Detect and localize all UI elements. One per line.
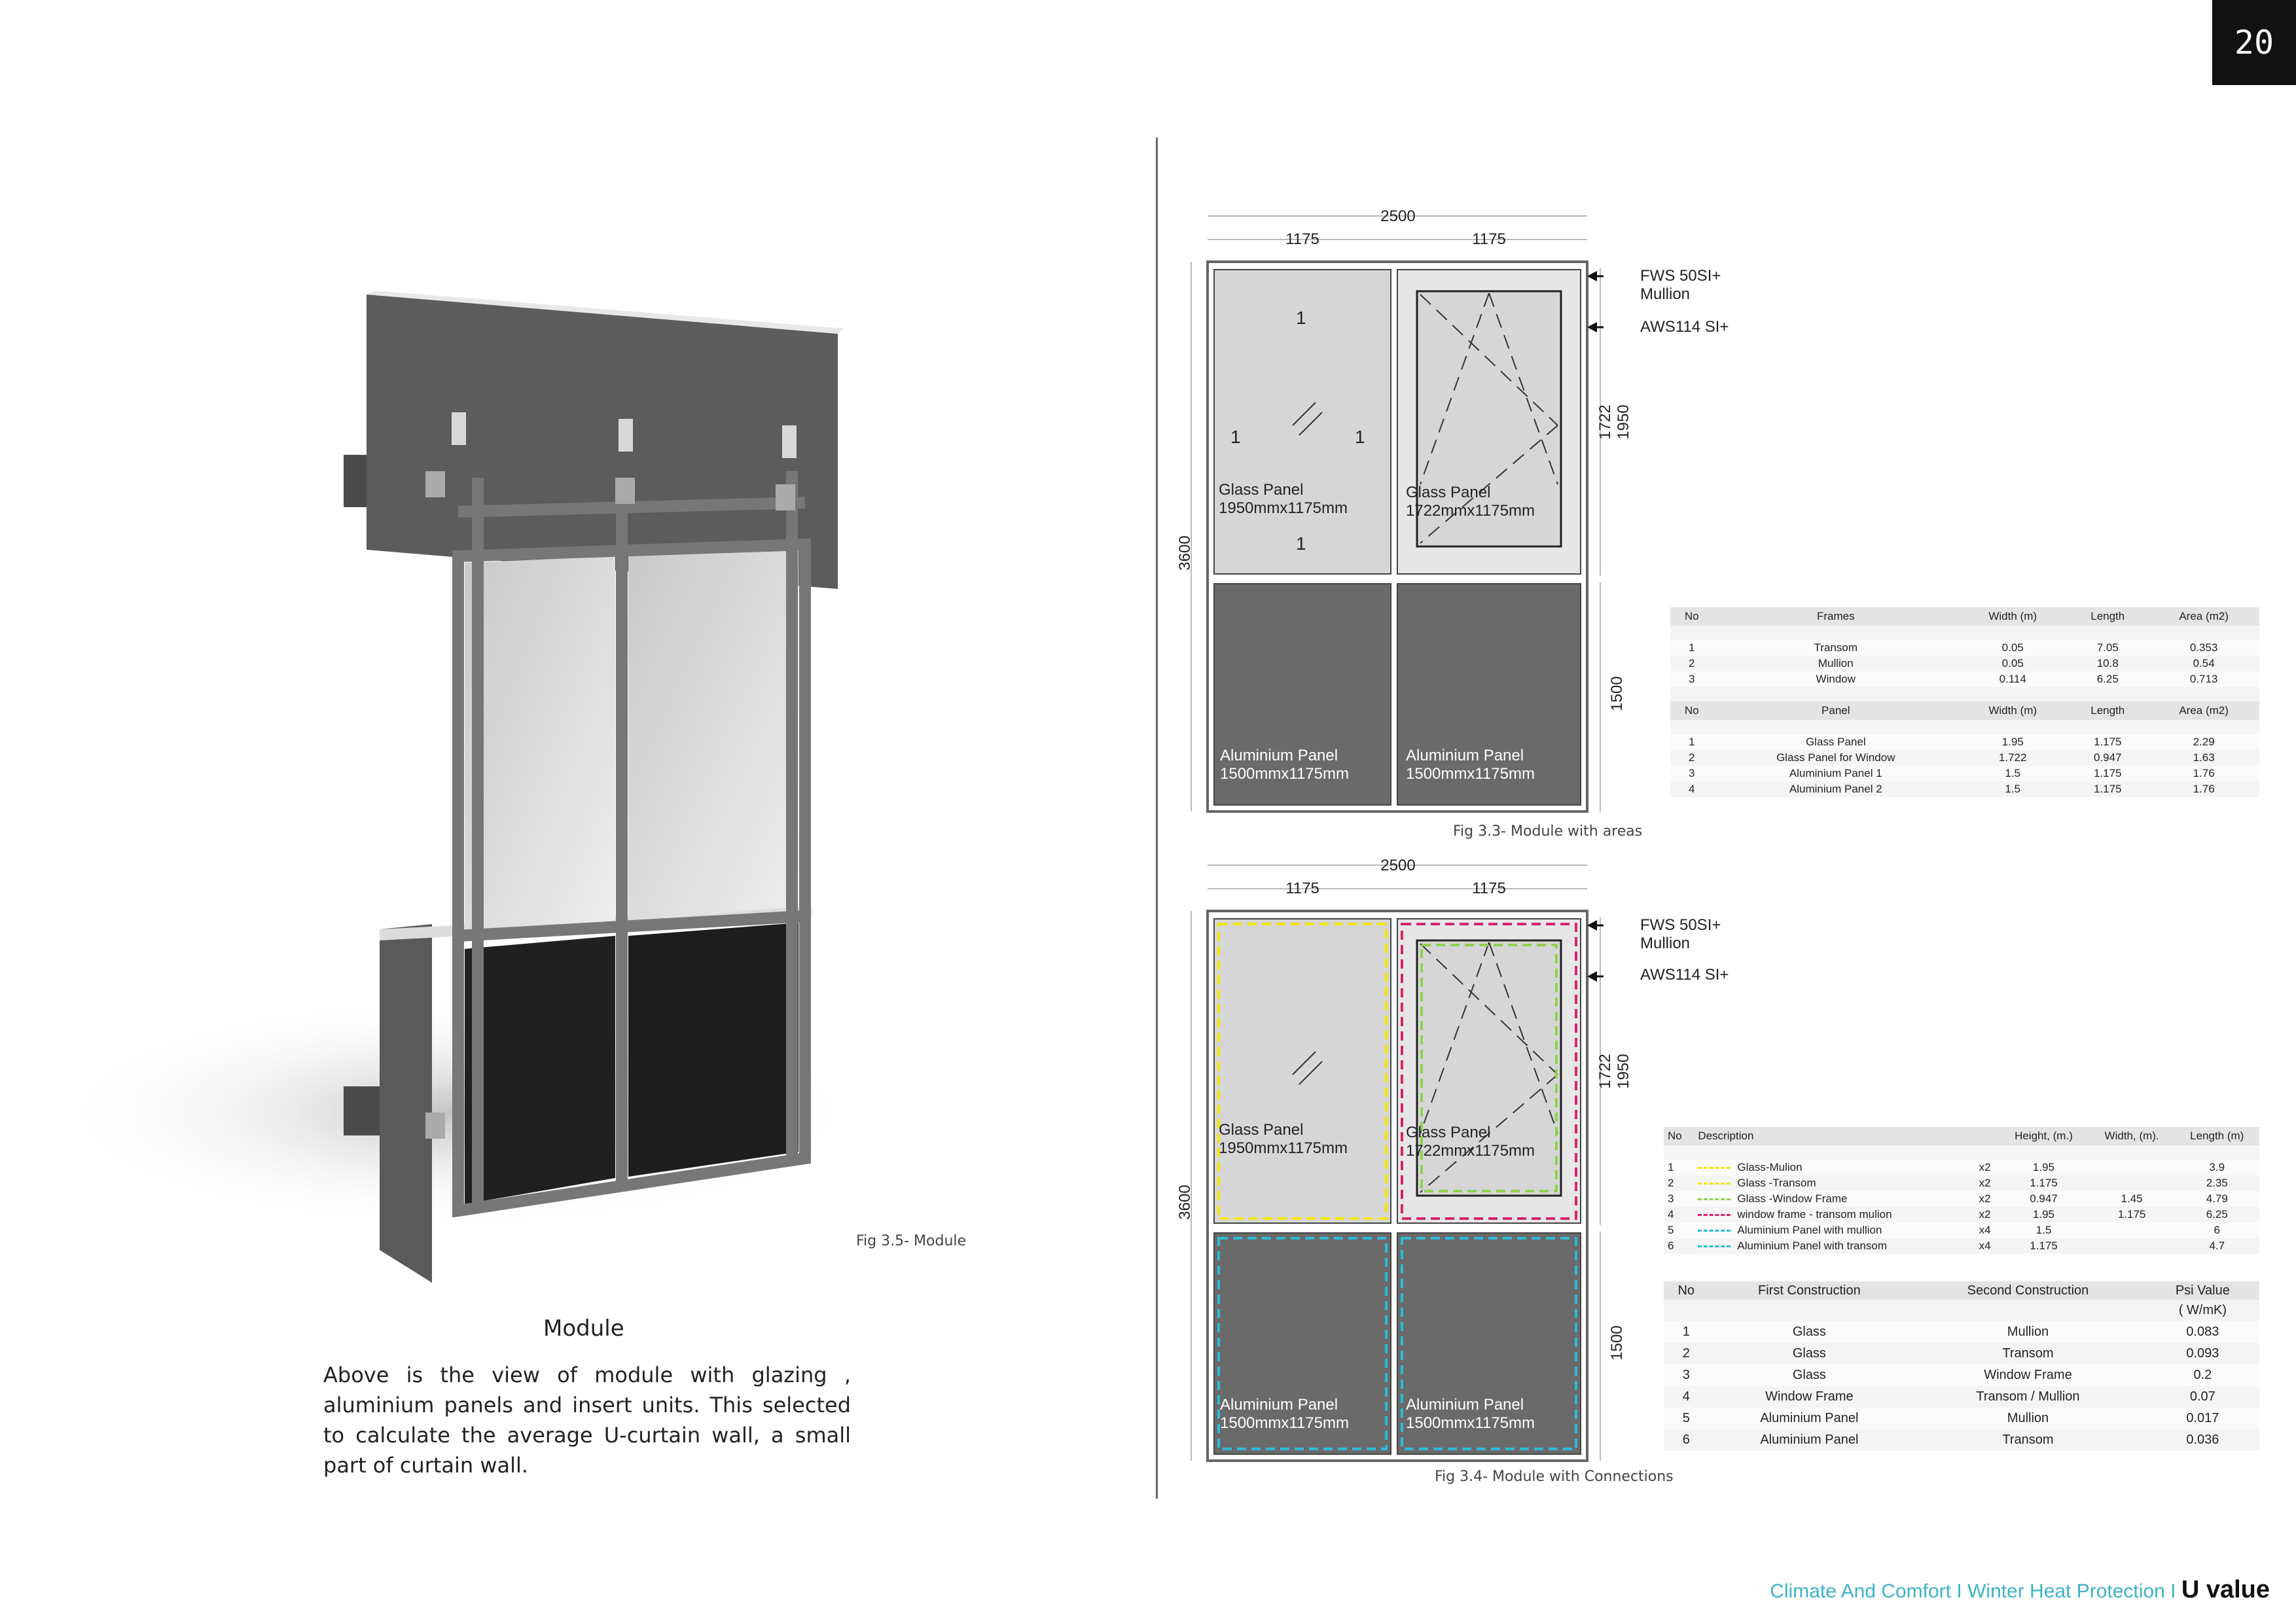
cell: x2: [1971, 1160, 1998, 1175]
mark-1-top: 1: [1296, 308, 1306, 328]
label-mullion: Mullion: [1640, 935, 1691, 952]
dim-right: 1175: [1472, 230, 1506, 248]
cell: Aluminium Panel 2: [1713, 781, 1958, 797]
cell: 0.114: [1958, 671, 2067, 687]
module-description: Above is the view of module with glazing , aluminium panels and insert units. This selected to calculate the average U-curtain wall, a small part of curtain wall.: [323, 1363, 851, 1478]
cell: 1.95: [1998, 1207, 2089, 1222]
footer-part1: Climate And Comfort: [1770, 1580, 1951, 1602]
dim-left: 1175: [1285, 880, 1319, 897]
glass-right-label: Glass Panel: [1406, 1124, 1491, 1141]
glass-left-label: Glass Panel: [1219, 481, 1304, 499]
th-first-construction: First Construction: [1709, 1281, 1910, 1300]
figure-caption-areas: Fig 3.3- Module with areas: [1453, 823, 1643, 840]
th-second-construction: Second Construction: [1910, 1281, 2145, 1300]
cell: Mullion: [1910, 1321, 2145, 1343]
th-area: Area (m2): [2148, 607, 2259, 626]
footer-sep2: I: [2164, 1580, 2181, 1602]
cell: 0.713: [2148, 671, 2259, 687]
module-areas-drawing: [1165, 196, 1649, 857]
alu-left-size: 1500mmx1175mm: [1220, 765, 1349, 783]
cell: 6: [1664, 1238, 1694, 1254]
th-no: No: [1664, 1127, 1694, 1145]
dim-right: 1175: [1472, 880, 1506, 897]
lengths-body: [1664, 1145, 2259, 1254]
cell: Window Frame: [1709, 1386, 1910, 1408]
cell: [1694, 1191, 1971, 1207]
module-title: Module: [543, 1315, 624, 1342]
alu-right-size: 1500mmx1175mm: [1406, 1414, 1535, 1432]
glass-left-label: Glass Panel: [1219, 1121, 1304, 1139]
cell: 1.175: [2067, 734, 2148, 750]
cell: 1.175: [1998, 1175, 2089, 1191]
cell: 4: [1670, 781, 1713, 797]
table-row: [1670, 766, 2259, 781]
figure-caption-connections: Fig 3.4- Module with Connections: [1435, 1469, 1674, 1485]
th-height: Height, (m.): [1998, 1127, 2089, 1145]
alu-left-size: 1500mmx1175mm: [1220, 1414, 1349, 1432]
cell: 0.05: [1958, 656, 2067, 671]
cell: 0.05: [1958, 640, 2067, 656]
cell: Mullion: [1910, 1408, 2145, 1429]
th-width: Width, (m).: [2089, 1127, 2175, 1145]
legend-dash-swatch: [1698, 1167, 1731, 1169]
module-connections-drawing: [1165, 846, 1649, 1500]
cell: 1: [1670, 640, 1713, 656]
legend-dash-swatch: [1698, 1183, 1731, 1185]
cell: 1.45: [2089, 1191, 2175, 1207]
footer-sep1: I: [1951, 1580, 1968, 1602]
cell: 3.9: [2174, 1160, 2259, 1175]
cell: Transom: [1910, 1429, 2145, 1451]
cell: 10.8: [2067, 656, 2148, 671]
cell: 7.05: [2067, 640, 2148, 656]
cell: Transom: [1910, 1343, 2145, 1364]
cell: 1.175: [1998, 1238, 2089, 1254]
cell: x4: [1971, 1238, 1998, 1254]
cell: 1: [1670, 734, 1713, 750]
alu-left-label: Aluminium Panel: [1220, 747, 1338, 764]
psi-table: [1664, 1281, 2259, 1451]
glass-right-label: Glass Panel: [1406, 484, 1491, 501]
cell: [2089, 1222, 2175, 1238]
spacer-row: [1670, 626, 2259, 640]
cell: 1.76: [2148, 766, 2259, 781]
table-row: [1664, 1222, 2259, 1238]
cell: [1694, 1160, 1971, 1175]
th-width: Width (m): [1958, 702, 2067, 720]
table-row: [1670, 781, 2259, 797]
description-text: Glass-Mulion: [1737, 1161, 1803, 1173]
label-mullion: Mullion: [1640, 285, 1691, 303]
cell: Transom / Mullion: [1910, 1386, 2145, 1408]
cell: 0.017: [2146, 1408, 2259, 1429]
th-description: Description: [1694, 1127, 1971, 1145]
cell: 2: [1670, 750, 1713, 766]
cell: 3: [1670, 671, 1713, 687]
cell: Transom: [1713, 640, 1958, 656]
alu-right-label: Aluminium Panel: [1406, 747, 1524, 764]
table-row: [1670, 671, 2259, 687]
cell: 1: [1664, 1321, 1709, 1343]
cell: 4: [1664, 1386, 1709, 1408]
cell: 6.25: [2067, 671, 2148, 687]
lengths-table: [1664, 1127, 2259, 1254]
mark-1-left: 1: [1230, 427, 1241, 447]
table-row: [1664, 1191, 2259, 1207]
table-row: [1664, 1386, 2259, 1408]
legend-dash-swatch: [1698, 1230, 1731, 1232]
glass-left-size: 1950mmx1175mm: [1219, 1139, 1348, 1157]
cell: 6.25: [2174, 1207, 2259, 1222]
page-divider: [1156, 137, 1158, 1499]
cell: x2: [1971, 1175, 1998, 1191]
dim-1722: 1722: [1596, 1054, 1614, 1089]
th-count: [1971, 1127, 1998, 1145]
table-row: [1664, 1343, 2259, 1364]
table-row: [1664, 1408, 2259, 1429]
table-row: [1670, 640, 2259, 656]
label-aws-top: AWS114 SI+: [1640, 318, 1729, 336]
alu-right-size: 1500mmx1175mm: [1406, 765, 1535, 783]
dim-1500: 1500: [1608, 1325, 1626, 1361]
cell: [2089, 1160, 2175, 1175]
cell: 1.5: [1958, 781, 2067, 797]
cell: 1.95: [1998, 1160, 2089, 1175]
cell: 4: [1664, 1207, 1694, 1222]
table-row: [1664, 1238, 2259, 1254]
footer-part2: Winter Heat Protection: [1967, 1580, 2165, 1602]
subheader-row: [1670, 702, 2259, 720]
label-fws-mullion-top: [1640, 267, 1721, 304]
cell: 1: [1664, 1160, 1694, 1175]
table-row: [1664, 1160, 2259, 1175]
description-text: window frame - transom mulion: [1737, 1208, 1892, 1221]
cell: 6: [1664, 1429, 1709, 1451]
cell: 1.5: [1958, 766, 2067, 781]
dim-height: 3600: [1176, 535, 1194, 571]
footer-part3: U value: [2181, 1576, 2270, 1603]
cell: 3: [1664, 1364, 1709, 1386]
cell: Glass Panel for Window: [1713, 750, 1958, 766]
spacer-row: [1670, 720, 2259, 734]
mark-1-right: 1: [1355, 427, 1365, 447]
alu-right-label: Aluminium Panel: [1406, 1396, 1524, 1414]
cell: 1.175: [2067, 766, 2148, 781]
cell: Aluminium Panel: [1709, 1408, 1910, 1429]
table-row: [1664, 1364, 2259, 1386]
module-render-svg: [39, 262, 1086, 1296]
label-aws-bottom: AWS114 SI+: [1640, 966, 1729, 984]
cell: 0.07: [2146, 1386, 2259, 1408]
cell: Aluminium Panel 1: [1713, 766, 1958, 781]
th-length: Length (m): [2174, 1127, 2259, 1145]
legend-dash-swatch: [1698, 1214, 1731, 1216]
cell: [1694, 1222, 1971, 1238]
th-no: No: [1670, 607, 1713, 626]
th-no: No: [1670, 702, 1713, 720]
table-row: [1664, 1429, 2259, 1451]
table-row: [1664, 1321, 2259, 1343]
cell: Aluminium Panel: [1709, 1429, 1910, 1451]
module-render-image: [39, 262, 1086, 1296]
cell: Window Frame: [1910, 1364, 2145, 1386]
cell: 0.036: [2146, 1429, 2259, 1451]
description-text: Aluminium Panel with transom: [1737, 1240, 1888, 1252]
cell: 4.7: [2174, 1238, 2259, 1254]
cell: 0.353: [2148, 640, 2259, 656]
cell: x2: [1971, 1191, 1998, 1207]
alu-left-label: Aluminium Panel: [1220, 1396, 1338, 1414]
table-row: [1664, 1175, 2259, 1191]
cell: 2: [1664, 1175, 1694, 1191]
description-text: Glass -Window Frame: [1737, 1192, 1848, 1205]
cell: 5: [1664, 1408, 1709, 1429]
cell: Glass Panel: [1713, 734, 1958, 750]
page-number: 20: [2212, 0, 2296, 85]
cell: 5: [1664, 1222, 1694, 1238]
cell: 1.76: [2148, 781, 2259, 797]
cell: 3: [1664, 1191, 1694, 1207]
cell: Glass: [1709, 1321, 1910, 1343]
dim-1950: 1950: [1615, 1054, 1632, 1089]
cell: 1.63: [2148, 750, 2259, 766]
cell: 1.175: [2089, 1207, 2175, 1222]
cell: 1.722: [1958, 750, 2067, 766]
glass-left-size: 1950mmx1175mm: [1219, 499, 1348, 517]
psi-unit: ( W/mK): [2146, 1300, 2259, 1321]
label-fws: FWS 50SI+: [1640, 267, 1721, 285]
cell: [1694, 1175, 1971, 1191]
cell: [1694, 1238, 1971, 1254]
cell: Glass: [1709, 1364, 1910, 1386]
th-frames: Frames: [1713, 607, 1958, 626]
th-area: Area (m2): [2148, 702, 2259, 720]
dim-1950: 1950: [1615, 404, 1632, 440]
dim-height: 3600: [1176, 1185, 1194, 1220]
cell: 2: [1670, 656, 1713, 671]
dim-1500: 1500: [1608, 676, 1626, 711]
th-panel: Panel: [1713, 702, 1958, 720]
cell: 0.2: [2146, 1364, 2259, 1386]
cell: [2089, 1238, 2175, 1254]
cell: 1.175: [2067, 781, 2148, 797]
cell: x2: [1971, 1207, 1998, 1222]
label-fws: FWS 50SI+: [1640, 916, 1721, 934]
figure-caption-module: Fig 3.5- Module: [856, 1233, 967, 1249]
th-psi-value: Psi Value: [2146, 1281, 2259, 1300]
mark-1-bottom: 1: [1296, 533, 1306, 554]
cell: 0.083: [2146, 1321, 2259, 1343]
glass-right-size: 1722mmx1175mm: [1406, 502, 1535, 520]
cell: 0.947: [1998, 1191, 2089, 1207]
unit-row: [1664, 1300, 2259, 1321]
description-text: Aluminium Panel with mullion: [1737, 1224, 1882, 1236]
dim-total: 2500: [1380, 857, 1416, 874]
table-row: [1670, 734, 2259, 750]
label-fws-mullion-bottom: [1640, 916, 1721, 953]
cell: 2: [1664, 1343, 1709, 1364]
cell: 0.947: [2067, 750, 2148, 766]
spacer-row: [1664, 1145, 2259, 1160]
cell: [1694, 1207, 1971, 1222]
table-row: [1664, 1207, 2259, 1222]
page-footer: [1770, 1576, 2270, 1604]
cell: 1.95: [1958, 734, 2067, 750]
cell: 1.5: [1998, 1222, 2089, 1238]
cell: 3: [1670, 766, 1713, 781]
th-no: No: [1664, 1281, 1709, 1300]
cell: x4: [1971, 1222, 1998, 1238]
cell: 4.79: [2174, 1191, 2259, 1207]
cell: [2089, 1175, 2175, 1191]
cell: Glass: [1709, 1343, 1910, 1364]
cell: Window: [1713, 671, 1958, 687]
th-width: Width (m): [1958, 607, 2067, 626]
table-row: [1670, 656, 2259, 671]
cell: 0.54: [2148, 656, 2259, 671]
cell: 6: [2174, 1222, 2259, 1238]
spacer-row: [1670, 687, 2259, 702]
legend-dash-swatch: [1698, 1198, 1731, 1200]
table-row: [1670, 750, 2259, 766]
glass-right-size: 1722mmx1175mm: [1406, 1142, 1535, 1160]
th-length: Length: [2067, 702, 2148, 720]
cell: Mullion: [1713, 656, 1958, 671]
areas-table: [1670, 607, 2259, 797]
cell: 0.093: [2146, 1343, 2259, 1364]
dim-left: 1175: [1285, 230, 1319, 248]
th-length: Length: [2067, 607, 2148, 626]
description-text: Glass -Transom: [1737, 1177, 1816, 1189]
legend-dash-swatch: [1698, 1245, 1731, 1247]
dim-1722: 1722: [1596, 404, 1614, 440]
cell: 2.35: [2174, 1175, 2259, 1191]
cell: 2.29: [2148, 734, 2259, 750]
dim-total: 2500: [1380, 207, 1416, 225]
